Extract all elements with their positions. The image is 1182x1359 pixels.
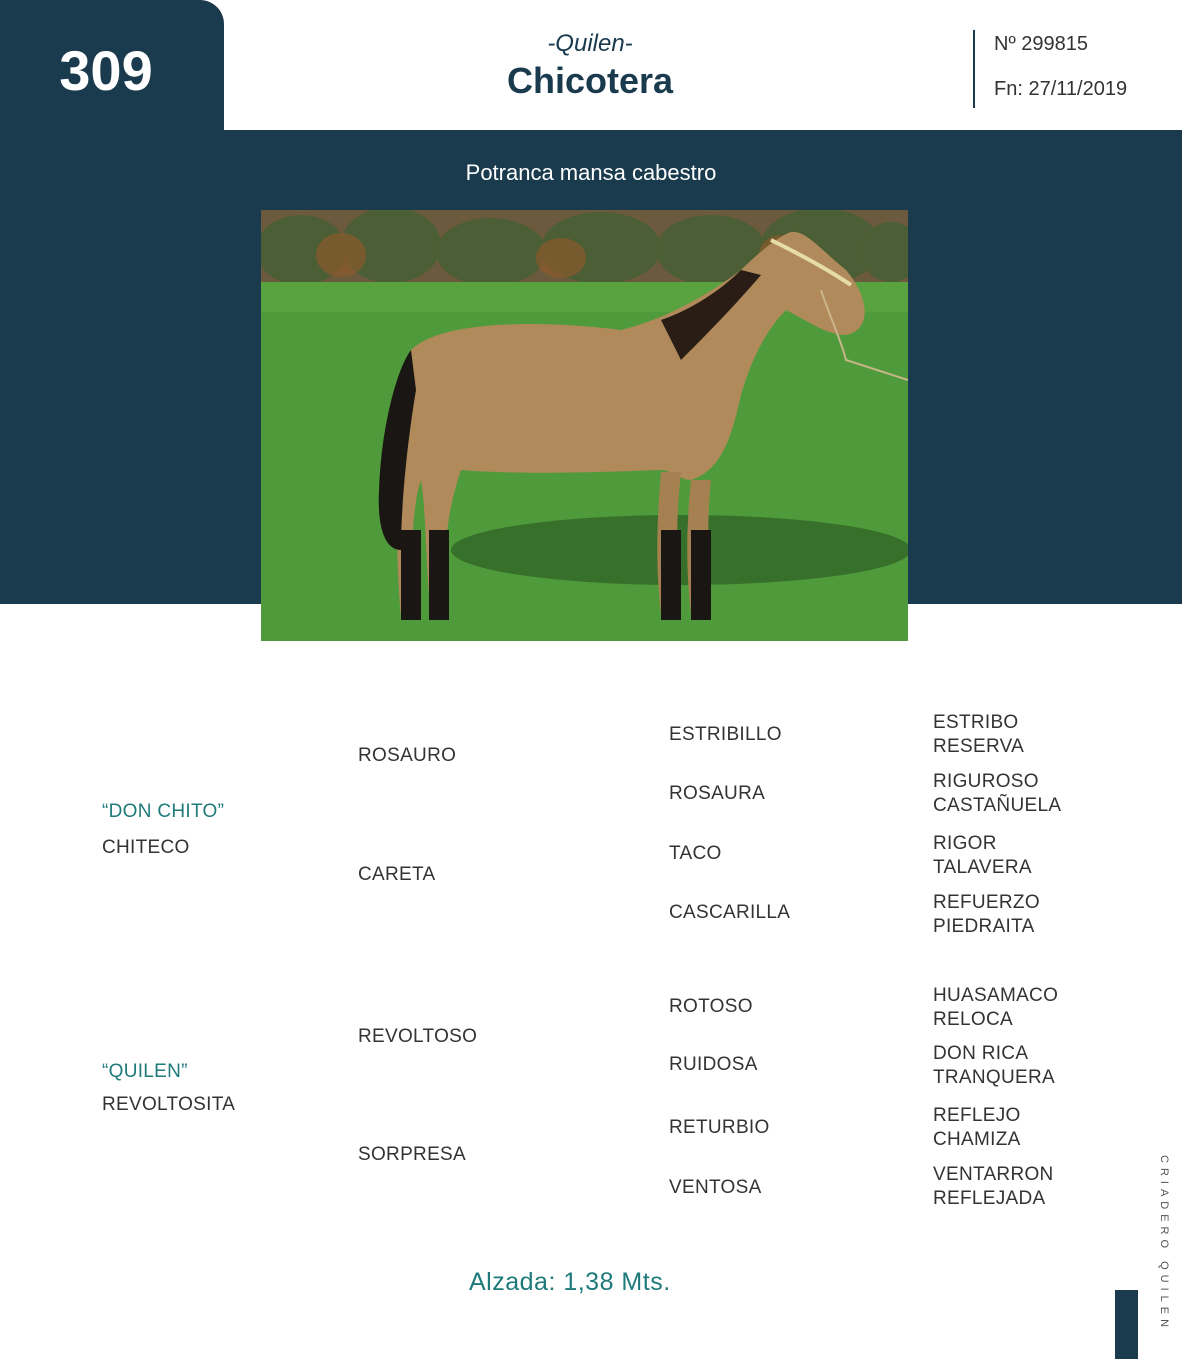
- brand-bar: [1115, 1290, 1138, 1359]
- gg-grandparent-pair: [933, 832, 1032, 880]
- great-grandparent-name: ESTRIBILLO: [669, 724, 782, 745]
- great-grandparent-name: VENTOSA: [669, 1177, 762, 1198]
- height-measurement: Alzada: 1,38 Mts.: [469, 1268, 671, 1296]
- breeder-prefix: -Quilen-: [547, 30, 633, 57]
- lot-number: 309: [59, 38, 153, 102]
- grandparent-name: CARETA: [358, 864, 436, 885]
- birth-date: Fn: 27/11/2019: [994, 78, 1128, 100]
- header-divider: [973, 30, 975, 108]
- gg-grandparent-pair: [933, 984, 1058, 1032]
- great-grandparent-name: RUIDOSA: [669, 1054, 758, 1075]
- registry-number: Nº 299815: [994, 33, 1089, 55]
- gg-sire: REFUERZO: [933, 892, 1040, 913]
- gg-sire: RIGUROSO: [933, 771, 1039, 792]
- gg-dam: PIEDRAITA: [933, 916, 1035, 937]
- gg-grandparent-pair: [933, 891, 1040, 939]
- gg-dam: RESERVA: [933, 736, 1025, 757]
- grandparent-name: ROSAURO: [358, 745, 457, 766]
- gg-grandparent-pair: [933, 1104, 1021, 1152]
- gg-grandparent-pair: [933, 770, 1061, 818]
- great-grandparent-name: CASCARILLA: [669, 902, 791, 923]
- gg-dam: CHAMIZA: [933, 1129, 1021, 1150]
- gg-dam: TALAVERA: [933, 857, 1032, 878]
- dam-name: REVOLTOSITA: [102, 1094, 236, 1115]
- horse-description: Potranca mansa cabestro: [465, 160, 717, 185]
- gg-dam: REFLEJADA: [933, 1188, 1046, 1209]
- great-grandparent-name: ROTOSO: [669, 996, 753, 1017]
- gg-grandparent-pair: [933, 711, 1024, 759]
- grandparent-name: SORPRESA: [358, 1144, 466, 1165]
- gg-dam: CASTAÑUELA: [933, 795, 1062, 816]
- gg-dam: RELOCA: [933, 1009, 1013, 1030]
- gg-grandparent-pair: [933, 1042, 1055, 1090]
- header-titles: [400, 30, 780, 102]
- dam-nickname: “QUILEN”: [102, 1061, 188, 1082]
- lot-number-box: [0, 0, 224, 130]
- great-grandparent-name: ROSAURA: [669, 783, 766, 804]
- great-grandparent-name: RETURBIO: [669, 1117, 770, 1138]
- gg-sire: ESTRIBO: [933, 712, 1019, 733]
- gg-sire: REFLEJO: [933, 1105, 1021, 1126]
- horse-photo: [261, 210, 908, 641]
- sire-name: CHITECO: [102, 837, 190, 858]
- horse-name: Chicotera: [506, 60, 674, 101]
- great-grandparent-name: TACO: [669, 843, 722, 864]
- gg-grandparent-pair: [933, 1163, 1054, 1211]
- gg-dam: TRANQUERA: [933, 1067, 1055, 1088]
- gg-sire: RIGOR: [933, 833, 997, 854]
- breeder-brand: CRIADERO QUILEN: [1158, 1155, 1170, 1333]
- gg-sire: HUASAMACO: [933, 985, 1059, 1006]
- grandparent-name: REVOLTOSO: [358, 1026, 478, 1047]
- sire-nickname: “DON CHITO”: [102, 801, 225, 822]
- gg-sire: VENTARRON: [933, 1164, 1054, 1185]
- gg-sire: DON RICA: [933, 1043, 1029, 1064]
